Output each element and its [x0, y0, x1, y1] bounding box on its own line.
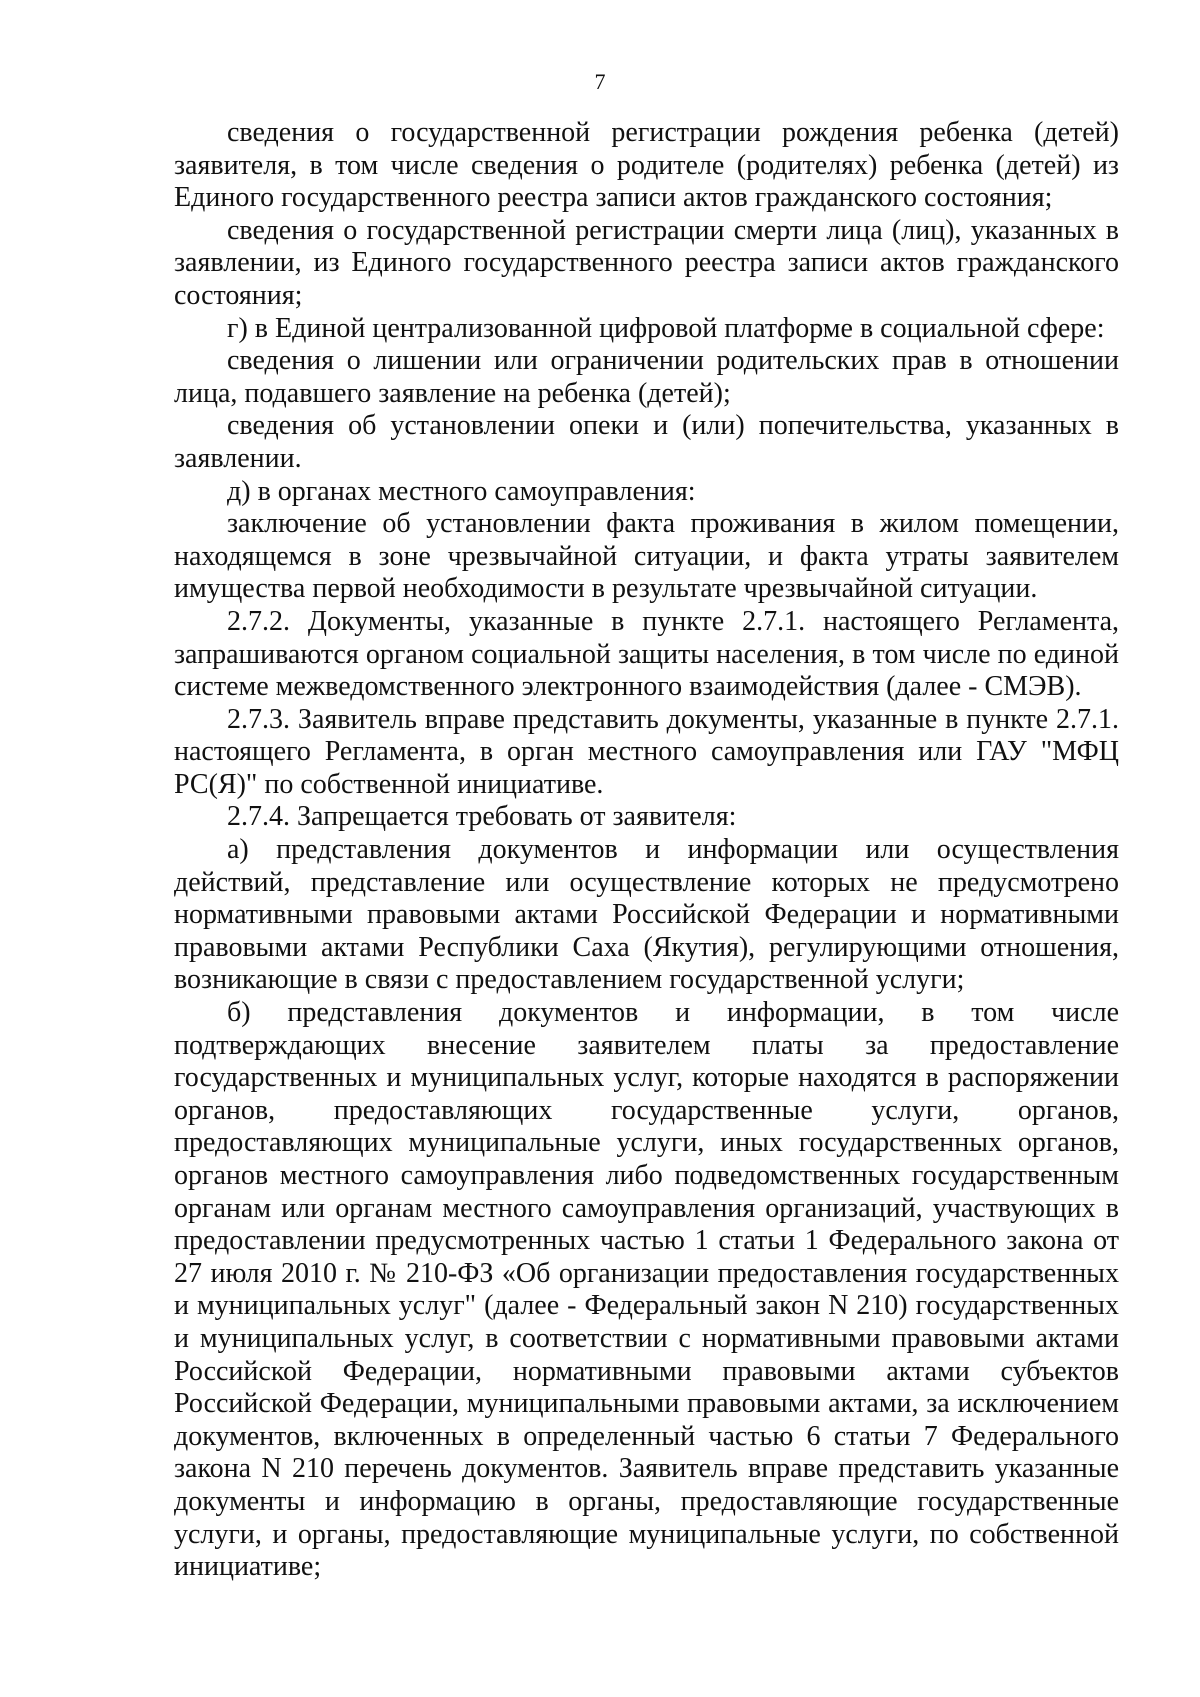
paragraph-parental-rights: сведения о лишении или ограничении родительских прав в отношении лица, подавшего заявление на ребенка (детей); [174, 345, 1119, 409]
paragraph-2-7-2: 2.7.2. Документы, указанные в пункте 2.7.1. настоящего Регламента, запрашиваются органом социальной защиты населения, в том числе по единой системе межведомственного электронного взаимодействия (далее - СМЭВ). [174, 605, 1119, 703]
paragraph-2-7-4: 2.7.4. Запрещается требовать от заявителя: [227, 801, 737, 833]
paragraph-item-d: д) в органах местного самоуправления: [227, 475, 696, 507]
paragraph-item-a: а) представления документов и информации или осуществления действий, представление или осуществление которых не предусмотрено нормативными правовыми актами Российской Федерации и нормативными правовыми актами Республики Саха (Якутия), регулирующими отношения, возникающие в связи с предоставлением государственной услуги; [174, 834, 1119, 996]
paragraph-residence-conclusion: заключение об установлении факта проживания в жилом помещении, находящемся в зоне чрезвычайной ситуации, и факта утраты заявителем имущества первой необходимости в результате чрезвычайной ситуации. [174, 508, 1119, 605]
document-body [174, 117, 1119, 1584]
paragraph-death-registration: сведения о государственной регистрации смерти лица (лиц), указанных в заявлении, из Единого государственного реестра записи актов гражданского состояния; [174, 214, 1119, 311]
page-number: 7 [594, 69, 606, 94]
paragraph-2-7-3: 2.7.3. Заявитель вправе представить документы, указанные в пункте 2.7.1. настоящего Регламента, в орган местного самоуправления или ГАУ "МФЦ РС(Я)" по собственной инициативе. [174, 703, 1119, 800]
paragraph-birth-registration: сведения о государственной регистрации рождения ребенка (детей) заявителя, в том числе сведения о родителе (родителях) ребенка (детей) из Единого государственного реестра записи актов гражданского состояния; [174, 117, 1119, 214]
paragraph-item-g: г) в Единой централизованной цифровой платформе в социальной сфере: [227, 312, 1105, 344]
paragraph-item-b: б) представления документов и информации, в том числе подтверждающих внесение заявителем платы за предоставление государственных и муниципальных услуг, которые находятся в распоряжении органов, предоставляющих государственные услуги, органов, предоставляющих муниципальные услуги, иных государственных органов, органов местного самоуправления либо подведомственных государственным органам или органам местного самоуправления организаций, участвующих в предоставлении предусмотренных частью 1 статьи 1 Федерального закона от 27 июля 2010 г. № 210-ФЗ «Об организации предоставления государственных и муниципальных услуг" (далее - Федеральный закон N 210) государственных и муниципальных услуг, в соответствии с нормативными правовыми актами Российской Федерации, нормативными правовыми актами субъектов Российской Федерации, муниципальными правовыми актами, за исключением документов, включенных в определенный частью 6 статьи 7 Федерального закона N 210 перечень документов. Заявитель вправе представить указанные документы и информацию в органы, предоставляющие государственные услуги, и органы, предоставляющие муниципальные услуги, по собственной инициативе; [174, 997, 1119, 1583]
paragraph-guardianship: сведения об установлении опеки и (или) попечительства, указанных в заявлении. [174, 410, 1119, 474]
